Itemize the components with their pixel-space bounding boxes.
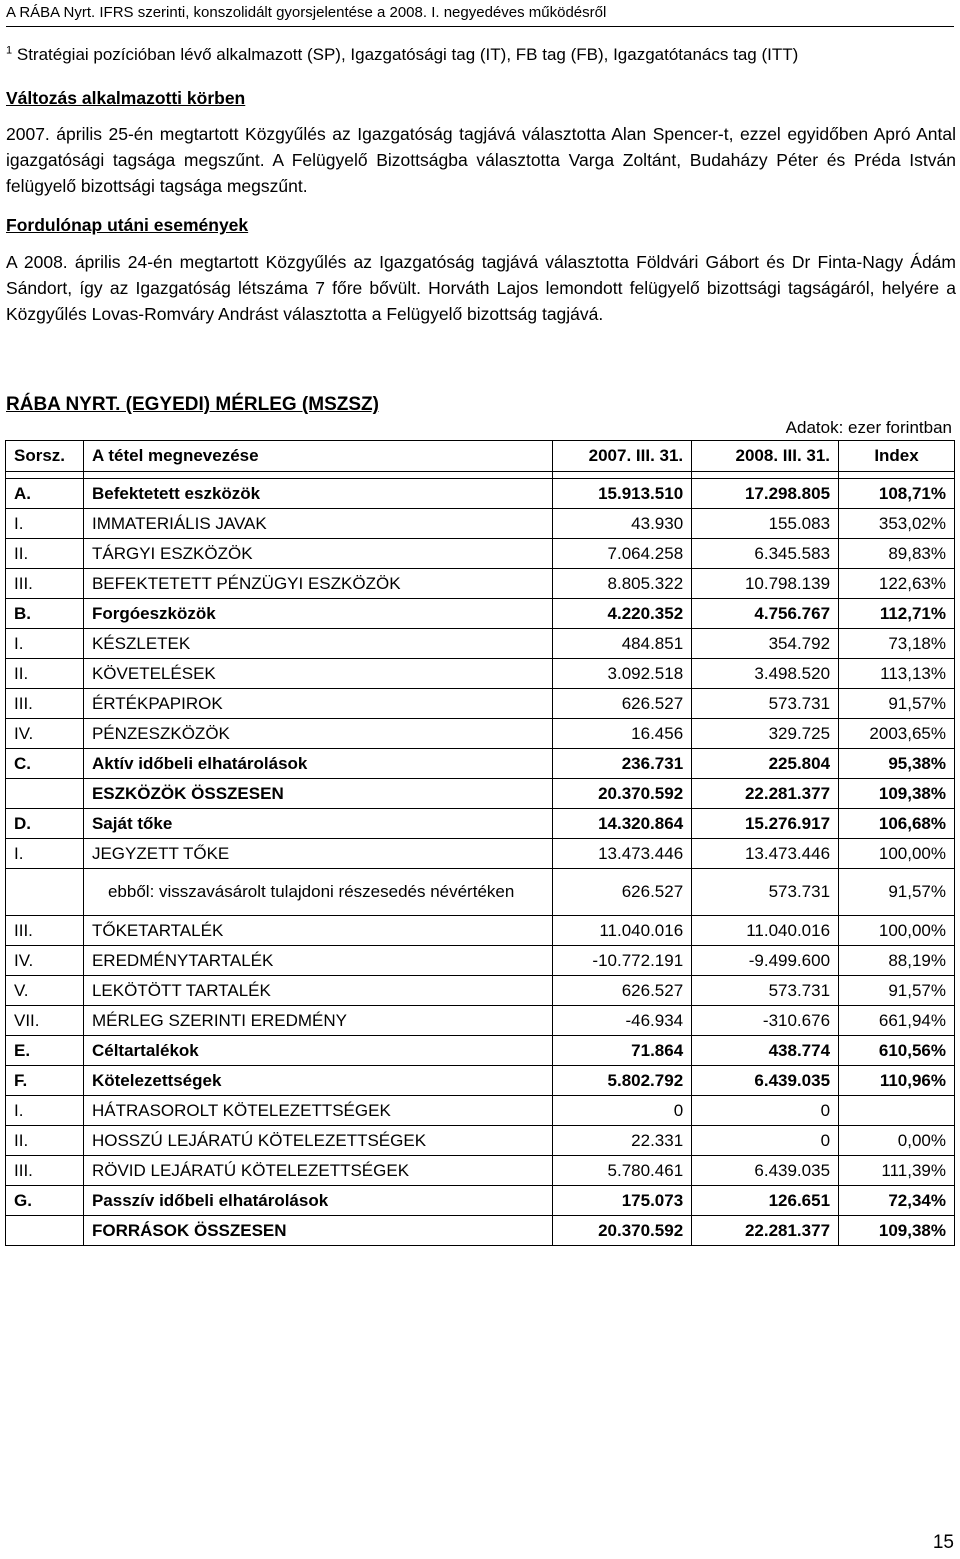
row-name-cell: HOSSZÚ LEJÁRATÚ KÖTELEZETTSÉGEK: [83, 1126, 552, 1156]
table-row: [6, 749, 955, 779]
row-value-2007-cell: -46.934: [553, 1006, 692, 1036]
spacer-cell: [83, 472, 552, 479]
col-header-2008: 2008. III. 31.: [692, 441, 839, 472]
row-name-cell: KÖVETELÉSEK: [83, 659, 552, 689]
table-row: [6, 839, 955, 869]
row-index-cell: 91,57%: [839, 689, 955, 719]
row-number-cell: II.: [6, 1126, 84, 1156]
row-index-cell: 72,34%: [839, 1186, 955, 1216]
table-row: [6, 1186, 955, 1216]
row-number-cell: VII.: [6, 1006, 84, 1036]
row-index-cell: 111,39%: [839, 1156, 955, 1186]
table-row: [6, 479, 955, 509]
spacer-cell: [6, 472, 84, 479]
col-header-index: Index: [839, 441, 955, 472]
table-row: [6, 599, 955, 629]
row-value-2007-cell: 4.220.352: [553, 599, 692, 629]
row-value-2007-cell: 7.064.258: [553, 539, 692, 569]
row-name-cell: Befektetett eszközök: [83, 479, 552, 509]
section-text-staff-changes: 2007. április 25-én megtartott Közgyűlés az Igazgatóság tagjává választotta Alan Spencer-t, ezzel egyidőben Apró Antal igazgatósági tagsága megszűnt. A Felügyelő Bizottságba választotta Varga Zoltánt, Budaházy Péter és Préda István felügyelő bizottsági tagsága megszűnt.: [6, 124, 956, 196]
spacer-cell: [692, 472, 839, 479]
row-number-cell: IV.: [6, 719, 84, 749]
row-value-2008-cell: 11.040.016: [692, 916, 839, 946]
row-value-2008-cell: 22.281.377: [692, 1216, 839, 1246]
row-value-2007-cell: 14.320.864: [553, 809, 692, 839]
row-value-2007-cell: 175.073: [553, 1186, 692, 1216]
row-value-2007-cell: -10.772.191: [553, 946, 692, 976]
row-value-2007-cell: 236.731: [553, 749, 692, 779]
table-row: [6, 779, 955, 809]
row-index-cell: [839, 1096, 955, 1126]
row-value-2008-cell: 354.792: [692, 629, 839, 659]
row-index-cell: 661,94%: [839, 1006, 955, 1036]
row-name-cell: LEKÖTÖTT TARTALÉK: [83, 976, 552, 1006]
row-value-2007-cell: 20.370.592: [553, 1216, 692, 1246]
page-header: A RÁBA Nyrt. IFRS szerinti, konszolidált gyorsjelentése a 2008. I. negyedéves működésről: [6, 0, 954, 27]
row-value-2007-cell: 13.473.446: [553, 839, 692, 869]
row-index-cell: 112,71%: [839, 599, 955, 629]
row-name-cell: Aktív időbeli elhatárolások: [83, 749, 552, 779]
table-row: [6, 946, 955, 976]
row-name-cell: TŐKETARTALÉK: [83, 916, 552, 946]
row-number-cell: F.: [6, 1066, 84, 1096]
row-value-2008-cell: 6.439.035: [692, 1156, 839, 1186]
row-name-cell: EREDMÉNYTARTALÉK: [83, 946, 552, 976]
section-text-subsequent-events: A 2008. április 24-én megtartott Közgyűlés az Igazgatóság tagjává választotta Földvári Gábort és Dr Finta-Nagy Ádám Sándort, így az Igazgatóság létszáma 7 főre bővült. Horváth Lajos lemondott felügyelő bizottsági tagságáról, helyére a Közgyűlés Lovas-Romváry Andrást választotta a Felügyelő bizottság tagjává.: [6, 252, 956, 324]
row-value-2008-cell: 6.439.035: [692, 1066, 839, 1096]
row-value-2008-cell: 438.774: [692, 1036, 839, 1066]
section-heading-subsequent-events: Fordulónap utáni események: [6, 215, 249, 235]
table-row: [6, 1096, 955, 1126]
row-name-cell: Forgóeszközök: [83, 599, 552, 629]
row-value-2007-cell: 3.092.518: [553, 659, 692, 689]
table-row: [6, 1216, 955, 1246]
row-index-cell: 110,96%: [839, 1066, 955, 1096]
table-row: [6, 659, 955, 689]
table-row: [6, 1006, 955, 1036]
row-value-2007-cell: 16.456: [553, 719, 692, 749]
row-index-cell: 113,13%: [839, 659, 955, 689]
row-value-2007-cell: 0: [553, 1096, 692, 1126]
row-index-cell: 88,19%: [839, 946, 955, 976]
row-index-cell: 122,63%: [839, 569, 955, 599]
row-value-2008-cell: 155.083: [692, 509, 839, 539]
row-index-cell: 100,00%: [839, 839, 955, 869]
row-index-cell: 610,56%: [839, 1036, 955, 1066]
row-value-2007-cell: 5.780.461: [553, 1156, 692, 1186]
row-number-cell: II.: [6, 659, 84, 689]
row-value-2008-cell: 573.731: [692, 869, 839, 916]
row-value-2008-cell: 573.731: [692, 689, 839, 719]
balance-sheet-title: RÁBA NYRT. (EGYEDI) MÉRLEG (MSZSZ): [6, 394, 379, 415]
row-name-cell: Saját tőke: [83, 809, 552, 839]
row-index-cell: 2003,65%: [839, 719, 955, 749]
footnote-marker: 1: [6, 44, 13, 57]
spacer-cell: [553, 472, 692, 479]
row-value-2008-cell: 0: [692, 1126, 839, 1156]
row-index-cell: 73,18%: [839, 629, 955, 659]
row-name-cell: ÉRTÉKPAPIROK: [83, 689, 552, 719]
row-name-cell: TÁRGYI ESZKÖZÖK: [83, 539, 552, 569]
row-number-cell: [6, 1216, 84, 1246]
row-value-2007-cell: 626.527: [553, 976, 692, 1006]
row-value-2008-cell: 22.281.377: [692, 779, 839, 809]
row-value-2008-cell: 4.756.767: [692, 599, 839, 629]
table-row: [6, 809, 955, 839]
row-value-2008-cell: 10.798.139: [692, 569, 839, 599]
row-name-cell: Kötelezettségek: [83, 1066, 552, 1096]
col-header-number: Sorsz.: [6, 441, 84, 472]
row-number-cell: D.: [6, 809, 84, 839]
row-number-cell: I.: [6, 629, 84, 659]
row-value-2007-cell: 5.802.792: [553, 1066, 692, 1096]
row-number-cell: [6, 869, 84, 916]
row-index-cell: 91,57%: [839, 869, 955, 916]
row-number-cell: B.: [6, 599, 84, 629]
row-name-cell: Passzív időbeli elhatárolások: [83, 1186, 552, 1216]
row-number-cell: I.: [6, 1096, 84, 1126]
row-number-cell: III.: [6, 689, 84, 719]
balance-sheet-table: [5, 440, 955, 1246]
row-index-cell: 100,00%: [839, 916, 955, 946]
row-value-2008-cell: 126.651: [692, 1186, 839, 1216]
section-heading-staff-changes: Változás alkalmazotti körben: [6, 88, 246, 108]
row-value-2007-cell: 20.370.592: [553, 779, 692, 809]
table-row: [6, 1036, 955, 1066]
row-name-cell: RÖVID LEJÁRATÚ KÖTELEZETTSÉGEK: [83, 1156, 552, 1186]
table-row: [6, 976, 955, 1006]
units-note: Adatok: ezer forintban: [785, 418, 952, 437]
row-value-2008-cell: 13.473.446: [692, 839, 839, 869]
row-value-2008-cell: 573.731: [692, 976, 839, 1006]
row-name-cell: BEFEKTETETT PÉNZÜGYI ESZKÖZÖK: [83, 569, 552, 599]
row-value-2008-cell: 17.298.805: [692, 479, 839, 509]
row-value-2007-cell: 8.805.322: [553, 569, 692, 599]
row-value-2008-cell: 329.725: [692, 719, 839, 749]
table-row: [6, 1126, 955, 1156]
col-header-name: A tétel megnevezése: [83, 441, 552, 472]
row-number-cell: C.: [6, 749, 84, 779]
table-row: [6, 719, 955, 749]
table-row: [6, 509, 955, 539]
row-value-2007-cell: 43.930: [553, 509, 692, 539]
row-index-cell: 89,83%: [839, 539, 955, 569]
row-number-cell: I.: [6, 509, 84, 539]
row-value-2008-cell: 3.498.520: [692, 659, 839, 689]
footnote-text: Stratégiai pozícióban lévő alkalmazott (SP), Igazgatósági tag (IT), FB tag (FB), Igazgatótanács tag (ITT): [16, 45, 799, 64]
table-spacer-row: [6, 472, 955, 479]
row-name-cell: Céltartalékok: [83, 1036, 552, 1066]
row-number-cell: V.: [6, 976, 84, 1006]
row-name-cell: PÉNZESZKÖZÖK: [83, 719, 552, 749]
row-index-cell: 353,02%: [839, 509, 955, 539]
table-row: [6, 629, 955, 659]
row-value-2007-cell: 11.040.016: [553, 916, 692, 946]
row-value-2008-cell: -9.499.600: [692, 946, 839, 976]
row-number-cell: G.: [6, 1186, 84, 1216]
row-name-cell: HÁTRASOROLT KÖTELEZETTSÉGEK: [83, 1096, 552, 1126]
row-number-cell: III.: [6, 1156, 84, 1186]
row-number-cell: I.: [6, 839, 84, 869]
row-index-cell: 108,71%: [839, 479, 955, 509]
footnote: [6, 44, 956, 66]
row-value-2008-cell: 225.804: [692, 749, 839, 779]
row-value-2007-cell: 71.864: [553, 1036, 692, 1066]
page-number: 15: [932, 1532, 954, 1553]
row-name-cell: KÉSZLETEK: [83, 629, 552, 659]
row-name-cell: ebből: visszavásárolt tulajdoni részesedés névértéken: [83, 869, 552, 916]
table-row: [6, 689, 955, 719]
row-value-2008-cell: 0: [692, 1096, 839, 1126]
row-index-cell: 109,38%: [839, 779, 955, 809]
row-number-cell: IV.: [6, 946, 84, 976]
row-value-2007-cell: 22.331: [553, 1126, 692, 1156]
row-index-cell: 106,68%: [839, 809, 955, 839]
row-value-2008-cell: -310.676: [692, 1006, 839, 1036]
table-row: [6, 916, 955, 946]
table-row: [6, 569, 955, 599]
table-row: [6, 1156, 955, 1186]
col-header-2007: 2007. III. 31.: [553, 441, 692, 472]
row-index-cell: 0,00%: [839, 1126, 955, 1156]
row-index-cell: 109,38%: [839, 1216, 955, 1246]
row-value-2008-cell: 6.345.583: [692, 539, 839, 569]
row-value-2007-cell: 15.913.510: [553, 479, 692, 509]
row-value-2007-cell: 626.527: [553, 869, 692, 916]
row-number-cell: III.: [6, 916, 84, 946]
row-name-cell: IMMATERIÁLIS JAVAK: [83, 509, 552, 539]
row-value-2008-cell: 15.276.917: [692, 809, 839, 839]
row-name-cell: MÉRLEG SZERINTI EREDMÉNY: [83, 1006, 552, 1036]
row-number-cell: E.: [6, 1036, 84, 1066]
row-number-cell: [6, 779, 84, 809]
row-number-cell: A.: [6, 479, 84, 509]
row-value-2007-cell: 626.527: [553, 689, 692, 719]
row-number-cell: III.: [6, 569, 84, 599]
row-name-cell: JEGYZETT TŐKE: [83, 839, 552, 869]
row-number-cell: II.: [6, 539, 84, 569]
row-name-cell: ESZKÖZÖK ÖSSZESEN: [83, 779, 552, 809]
table-row: [6, 539, 955, 569]
row-index-cell: 91,57%: [839, 976, 955, 1006]
table-header-row: [6, 441, 955, 472]
table-row: [6, 869, 955, 916]
row-index-cell: 95,38%: [839, 749, 955, 779]
table-row: [6, 1066, 955, 1096]
spacer-cell: [839, 472, 955, 479]
row-name-cell: FORRÁSOK ÖSSZESEN: [83, 1216, 552, 1246]
row-value-2007-cell: 484.851: [553, 629, 692, 659]
